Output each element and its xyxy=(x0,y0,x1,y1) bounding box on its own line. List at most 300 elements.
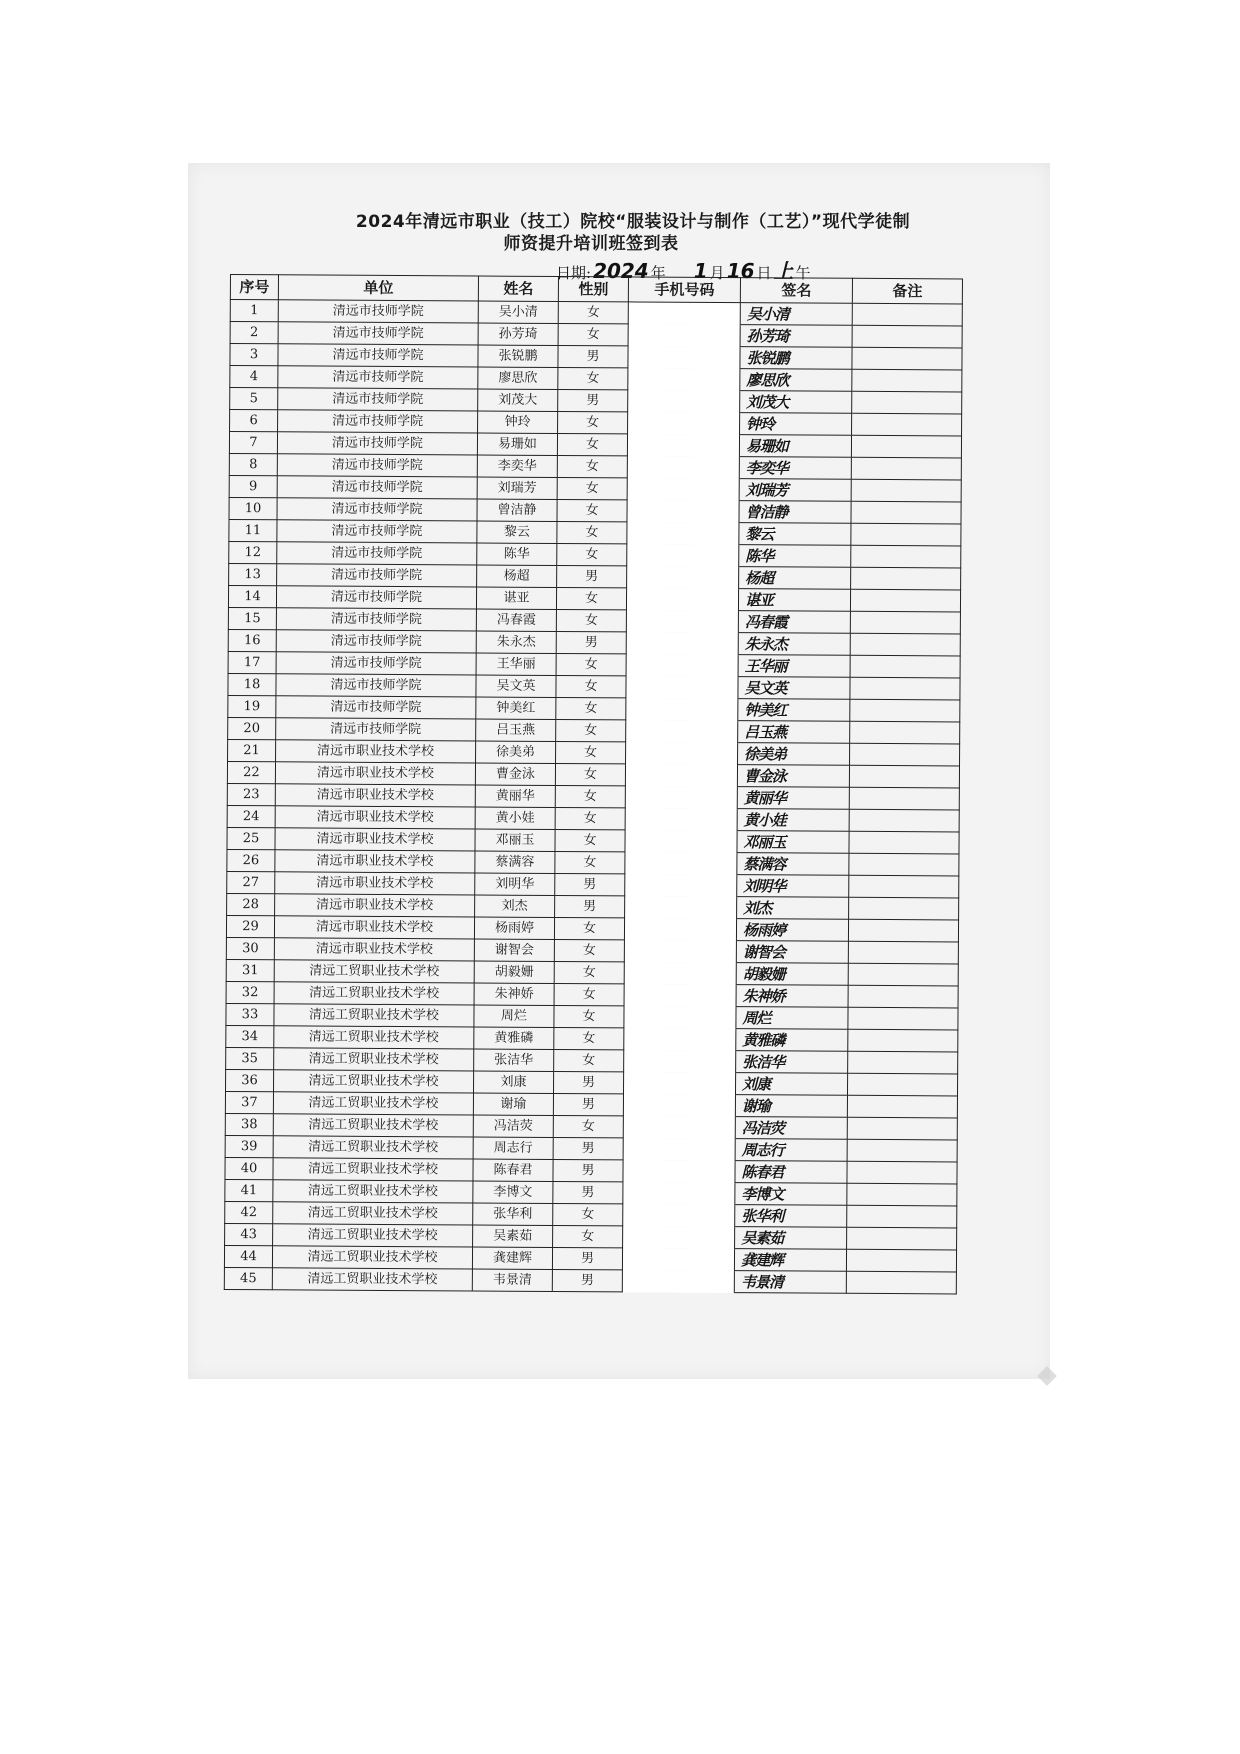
cell-phone xyxy=(624,984,736,1007)
cell-signature: 龚建辉 xyxy=(734,1249,846,1272)
cell-remarks xyxy=(849,897,959,920)
cell-name: 张华利 xyxy=(473,1203,553,1225)
cell-signature: 张锐鹏 xyxy=(740,347,852,370)
cell-unit: 清远市职业技术学校 xyxy=(275,872,475,895)
cell-name: 陈华 xyxy=(477,543,557,565)
cell-name: 吴小清 xyxy=(478,301,558,323)
cell-remarks xyxy=(848,1051,958,1074)
cell-remarks xyxy=(851,479,961,502)
cell-no: 22 xyxy=(227,761,275,783)
cell-unit: 清远工贸职业技术学校 xyxy=(273,1224,473,1247)
cell-signature: 刘杰 xyxy=(737,897,849,920)
cell-no: 6 xyxy=(230,410,278,432)
date-month-handwritten: 1 xyxy=(693,259,708,283)
cell-name: 易珊如 xyxy=(477,433,557,455)
cell-signature: 杨雨婷 xyxy=(736,919,848,942)
cell-gender: 女 xyxy=(555,807,625,829)
cell-signature: 朱永杰 xyxy=(738,633,850,656)
cell-signature: 黄雅磷 xyxy=(736,1029,848,1052)
cell-no: 21 xyxy=(228,739,276,761)
cell-phone xyxy=(624,1050,736,1073)
cell-signature: 曹金泳 xyxy=(737,765,849,788)
cell-unit: 清远工贸职业技术学校 xyxy=(273,1092,473,1115)
cell-name: 吴素茹 xyxy=(473,1225,553,1247)
cell-name: 孙芳琦 xyxy=(478,323,558,345)
cell-unit: 清远工贸职业技术学校 xyxy=(273,1202,473,1225)
scanned-sheet xyxy=(188,163,1050,1379)
cell-signature: 谢瑜 xyxy=(735,1095,847,1118)
cell-no: 3 xyxy=(230,344,278,366)
cell-no: 15 xyxy=(228,607,276,629)
cell-remarks xyxy=(846,1249,956,1272)
cell-gender: 女 xyxy=(555,785,625,807)
cell-signature: 黎云 xyxy=(739,523,851,546)
cell-unit: 清远市职业技术学校 xyxy=(274,916,474,939)
cell-phone xyxy=(626,698,738,721)
cell-phone xyxy=(624,1028,736,1051)
cell-name: 刘瑞芳 xyxy=(477,477,557,499)
cell-no: 38 xyxy=(225,1113,273,1135)
cell-phone xyxy=(623,1182,735,1205)
cell-unit: 清远市技师学院 xyxy=(277,454,477,477)
cell-name: 李奕华 xyxy=(477,455,557,477)
cell-no: 16 xyxy=(228,629,276,651)
cell-no: 4 xyxy=(230,366,278,388)
cell-phone xyxy=(623,1160,735,1183)
cell-name: 韦景清 xyxy=(472,1269,552,1291)
cell-phone xyxy=(624,918,736,941)
cell-no: 45 xyxy=(224,1267,272,1289)
cell-unit: 清远工贸职业技术学校 xyxy=(273,1180,473,1203)
cell-signature: 蔡满容 xyxy=(737,853,849,876)
cell-signature: 钟玲 xyxy=(740,413,852,436)
cell-signature: 周志行 xyxy=(735,1139,847,1162)
cell-name: 蔡满容 xyxy=(475,851,555,873)
cell-phone xyxy=(623,1072,735,1095)
cell-remarks xyxy=(847,1227,957,1250)
cell-remarks xyxy=(848,919,958,942)
cell-name: 张锐鹏 xyxy=(478,345,558,367)
cell-unit: 清远工贸职业技术学校 xyxy=(273,1136,473,1159)
date-year-handwritten: 2024 xyxy=(593,259,649,283)
cell-gender: 女 xyxy=(557,456,627,478)
cell-unit: 清远市技师学院 xyxy=(277,498,477,521)
cell-signature: 李奕华 xyxy=(739,457,851,480)
cell-signature: 胡毅姗 xyxy=(736,963,848,986)
cell-name: 黄丽华 xyxy=(475,785,555,807)
cell-name: 邓丽玉 xyxy=(475,829,555,851)
sign-in-table xyxy=(224,274,963,1294)
sheet-title-line2: 师资提升培训班签到表 xyxy=(503,234,679,254)
cell-unit: 清远市职业技术学校 xyxy=(276,740,476,763)
cell-signature: 刘康 xyxy=(735,1073,847,1096)
date-month-unit: 月 xyxy=(709,264,725,282)
cell-gender: 男 xyxy=(553,1093,623,1115)
cell-gender: 女 xyxy=(555,829,625,851)
cell-unit: 清远工贸职业技术学校 xyxy=(272,1246,472,1269)
cell-remarks xyxy=(851,457,961,480)
cell-unit: 清远市职业技术学校 xyxy=(275,806,475,829)
cell-phone xyxy=(626,742,738,765)
cell-signature: 曾洁静 xyxy=(739,501,851,524)
cell-remarks xyxy=(849,787,959,810)
cell-phone xyxy=(625,874,737,897)
cell-signature: 徐美弟 xyxy=(738,743,850,766)
cell-signature: 刘明华 xyxy=(737,875,849,898)
cell-no: 14 xyxy=(228,585,276,607)
cell-remarks xyxy=(848,1007,958,1030)
cell-gender: 女 xyxy=(554,1005,624,1027)
cell-remarks xyxy=(852,391,962,414)
cell-signature: 吕玉燕 xyxy=(738,721,850,744)
cell-no: 44 xyxy=(224,1245,272,1267)
cell-remarks xyxy=(847,1073,957,1096)
cell-name: 王华丽 xyxy=(476,653,556,675)
date-day-unit: 日 xyxy=(756,264,772,282)
cell-no: 24 xyxy=(227,805,275,827)
cell-signature: 王华丽 xyxy=(738,655,850,678)
cell-phone xyxy=(628,368,740,391)
cell-signature: 吴文英 xyxy=(738,677,850,700)
cell-unit: 清远市技师学院 xyxy=(276,718,476,741)
cell-name: 徐美弟 xyxy=(476,741,556,763)
cell-unit: 清远市职业技术学校 xyxy=(275,894,475,917)
cell-no: 12 xyxy=(229,541,277,563)
cell-name: 刘明华 xyxy=(475,873,555,895)
cell-no: 5 xyxy=(230,388,278,410)
cell-phone xyxy=(626,632,738,655)
cell-unit: 清远市技师学院 xyxy=(276,696,476,719)
cell-phone xyxy=(628,346,740,369)
cell-remarks xyxy=(850,677,960,700)
cell-gender: 男 xyxy=(558,390,628,412)
cell-name: 李博文 xyxy=(473,1181,553,1203)
cell-unit: 清远工贸职业技术学校 xyxy=(274,1004,474,1027)
cell-name: 冯春霞 xyxy=(476,609,556,631)
cell-phone xyxy=(627,566,739,589)
cell-gender: 女 xyxy=(554,1027,624,1049)
cell-unit: 清远市技师学院 xyxy=(278,300,478,323)
cell-no: 39 xyxy=(225,1135,273,1157)
cell-remarks xyxy=(852,369,962,392)
date-day-handwritten: 16 xyxy=(726,259,755,283)
cell-remarks xyxy=(851,545,961,568)
cell-gender: 女 xyxy=(554,983,624,1005)
cell-no: 27 xyxy=(227,871,275,893)
cell-gender: 女 xyxy=(555,763,625,785)
cell-gender: 女 xyxy=(557,500,627,522)
cell-remarks xyxy=(848,941,958,964)
cell-phone xyxy=(628,302,740,325)
cell-signature: 钟美红 xyxy=(738,699,850,722)
cell-unit: 清远市技师学院 xyxy=(277,520,477,543)
cell-phone xyxy=(622,1248,734,1271)
cell-unit: 清远市技师学院 xyxy=(278,388,478,411)
cell-gender: 女 xyxy=(556,653,626,675)
cell-unit: 清远市职业技术学校 xyxy=(274,938,474,961)
date-year-unit: 年 xyxy=(650,264,666,282)
cell-unit: 清远市技师学院 xyxy=(278,410,478,433)
sheet-title-line1: 2024年清远市职业（技工）院校“服装设计与制作（工艺）”现代学徒制 xyxy=(355,212,911,232)
cell-unit: 清远市技师学院 xyxy=(277,432,477,455)
header-gender: 性别 xyxy=(558,277,628,302)
cell-unit: 清远工贸职业技术学校 xyxy=(274,1048,474,1071)
cell-gender: 女 xyxy=(555,851,625,873)
cell-remarks xyxy=(851,523,961,546)
cell-phone xyxy=(626,610,738,633)
cell-no: 13 xyxy=(229,563,277,585)
date-label: 日期: xyxy=(556,264,592,282)
cell-gender: 男 xyxy=(552,1247,622,1269)
cell-phone xyxy=(625,830,737,853)
cell-no: 1 xyxy=(230,300,278,322)
cell-phone xyxy=(626,676,738,699)
cell-remarks xyxy=(847,1117,957,1140)
cell-remarks xyxy=(850,743,960,766)
cell-phone xyxy=(624,1006,736,1029)
date-period-unit: 午 xyxy=(795,264,811,282)
cell-no: 43 xyxy=(225,1223,273,1245)
cell-remarks xyxy=(846,1271,956,1294)
cell-no: 20 xyxy=(228,717,276,739)
cell-no: 32 xyxy=(226,981,274,1003)
cell-no: 34 xyxy=(226,1025,274,1047)
cell-signature: 谌亚 xyxy=(738,589,850,612)
header-unit: 单位 xyxy=(278,275,478,301)
cell-phone xyxy=(623,1138,735,1161)
cell-no: 25 xyxy=(227,827,275,849)
cell-gender: 女 xyxy=(557,478,627,500)
cell-remarks xyxy=(849,765,959,788)
cell-remarks xyxy=(847,1139,957,1162)
cell-unit: 清远市技师学院 xyxy=(277,542,477,565)
cell-phone xyxy=(623,1094,735,1117)
cell-no: 42 xyxy=(225,1201,273,1223)
cell-signature: 孙芳琦 xyxy=(740,325,852,348)
cell-remarks xyxy=(848,963,958,986)
cell-no: 26 xyxy=(227,849,275,871)
cell-no: 17 xyxy=(228,651,276,673)
cell-gender: 女 xyxy=(558,302,628,324)
cell-no: 40 xyxy=(225,1157,273,1179)
cell-name: 冯洁荧 xyxy=(473,1115,553,1137)
cell-phone xyxy=(626,654,738,677)
cell-signature: 黄小娃 xyxy=(737,809,849,832)
cell-signature: 吴小清 xyxy=(740,303,852,326)
cell-phone xyxy=(624,940,736,963)
cell-name: 龚建辉 xyxy=(472,1247,552,1269)
cell-gender: 男 xyxy=(555,873,625,895)
cell-name: 谢瑜 xyxy=(473,1093,553,1115)
cell-no: 9 xyxy=(229,475,277,497)
cell-no: 35 xyxy=(226,1047,274,1069)
cell-signature: 李博文 xyxy=(735,1183,847,1206)
cell-gender: 女 xyxy=(554,961,624,983)
cell-gender: 女 xyxy=(556,741,626,763)
cell-remarks xyxy=(849,809,959,832)
cell-phone xyxy=(627,544,739,567)
cell-signature: 谢智会 xyxy=(736,941,848,964)
cell-name: 刘茂大 xyxy=(478,389,558,411)
cell-no: 41 xyxy=(225,1179,273,1201)
cell-no: 23 xyxy=(227,783,275,805)
cell-no: 2 xyxy=(230,322,278,344)
cell-name: 张洁华 xyxy=(474,1049,554,1071)
cell-phone xyxy=(627,456,739,479)
cell-phone xyxy=(626,720,738,743)
cell-gender: 男 xyxy=(558,346,628,368)
cell-signature: 张洁华 xyxy=(736,1051,848,1074)
cell-unit: 清远工贸职业技术学校 xyxy=(273,1114,473,1137)
cell-remarks xyxy=(852,303,962,326)
cell-remarks xyxy=(852,347,962,370)
cell-unit: 清远市职业技术学校 xyxy=(275,850,475,873)
cell-name: 杨超 xyxy=(477,565,557,587)
cell-gender: 女 xyxy=(556,588,626,610)
cell-remarks xyxy=(851,435,961,458)
cell-gender: 女 xyxy=(556,697,626,719)
cell-signature: 刘茂大 xyxy=(740,391,852,414)
cell-gender: 男 xyxy=(555,895,625,917)
cell-phone xyxy=(627,478,739,501)
cell-phone xyxy=(624,962,736,985)
cell-no: 36 xyxy=(226,1069,274,1091)
cell-remarks xyxy=(851,567,961,590)
cell-unit: 清远工贸职业技术学校 xyxy=(274,982,474,1005)
cell-remarks xyxy=(851,501,961,524)
cell-unit: 清远市职业技术学校 xyxy=(275,784,475,807)
cell-gender: 女 xyxy=(556,675,626,697)
cell-unit: 清远工贸职业技术学校 xyxy=(274,1026,474,1049)
header-no: 序号 xyxy=(230,275,278,300)
cell-name: 杨雨婷 xyxy=(474,917,554,939)
cell-phone xyxy=(626,588,738,611)
cell-phone xyxy=(627,434,739,457)
header-signature: 签名 xyxy=(740,278,852,304)
cell-unit: 清远工贸职业技术学校 xyxy=(272,1268,472,1291)
cell-unit: 清远工贸职业技术学校 xyxy=(273,1158,473,1181)
cell-no: 7 xyxy=(229,432,277,454)
cell-remarks xyxy=(850,721,960,744)
cell-phone xyxy=(625,808,737,831)
cell-name: 吕玉燕 xyxy=(476,719,556,741)
cell-remarks xyxy=(849,831,959,854)
cell-name: 黎云 xyxy=(477,521,557,543)
cell-gender: 女 xyxy=(553,1203,623,1225)
cell-no: 30 xyxy=(226,937,274,959)
cell-name: 刘杰 xyxy=(475,895,555,917)
cell-no: 28 xyxy=(227,893,275,915)
cell-name: 谢智会 xyxy=(474,939,554,961)
cell-signature: 张华利 xyxy=(735,1205,847,1228)
cell-no: 10 xyxy=(229,497,277,519)
cell-signature: 邓丽玉 xyxy=(737,831,849,854)
cell-signature: 杨超 xyxy=(739,567,851,590)
cell-name: 刘康 xyxy=(474,1071,554,1093)
cell-gender: 男 xyxy=(557,566,627,588)
cell-name: 吴文英 xyxy=(476,675,556,697)
cell-gender: 女 xyxy=(558,368,628,390)
cell-remarks xyxy=(849,875,959,898)
cell-name: 钟玲 xyxy=(478,411,558,433)
cell-gender: 女 xyxy=(557,522,627,544)
cell-signature: 刘瑞芳 xyxy=(739,479,851,502)
cell-phone xyxy=(627,500,739,523)
cell-phone xyxy=(625,786,737,809)
cell-unit: 清远市技师学院 xyxy=(277,476,477,499)
cell-signature: 黄丽华 xyxy=(737,787,849,810)
cell-phone xyxy=(628,412,740,435)
cell-no: 11 xyxy=(229,519,277,541)
cell-name: 周志行 xyxy=(473,1137,553,1159)
cell-unit: 清远工贸职业技术学校 xyxy=(274,960,474,983)
cell-name: 胡毅姗 xyxy=(474,961,554,983)
cell-signature: 周烂 xyxy=(736,1007,848,1030)
cell-remarks xyxy=(850,611,960,634)
cell-remarks xyxy=(849,853,959,876)
cell-name: 谌亚 xyxy=(476,587,556,609)
header-phone: 手机号码 xyxy=(628,277,740,303)
cell-name: 周烂 xyxy=(474,1005,554,1027)
cell-remarks xyxy=(852,413,962,436)
cell-remarks xyxy=(852,325,962,348)
header-name: 姓名 xyxy=(478,276,558,301)
cell-name: 陈春君 xyxy=(473,1159,553,1181)
cell-unit: 清远市技师学院 xyxy=(278,322,478,345)
cell-phone xyxy=(628,390,740,413)
cell-phone xyxy=(622,1270,734,1293)
cell-signature: 冯春霞 xyxy=(738,611,850,634)
cell-phone xyxy=(623,1226,735,1249)
cell-unit: 清远市技师学院 xyxy=(276,674,476,697)
cell-unit: 清远市技师学院 xyxy=(276,608,476,631)
cell-name: 曹金泳 xyxy=(475,763,555,785)
cell-gender: 女 xyxy=(554,917,624,939)
cell-phone xyxy=(625,764,737,787)
cell-no: 19 xyxy=(228,695,276,717)
cell-name: 朱永杰 xyxy=(476,631,556,653)
cell-unit: 清远市技师学院 xyxy=(277,564,477,587)
cell-gender: 女 xyxy=(553,1225,623,1247)
cell-unit: 清远市技师学院 xyxy=(276,652,476,675)
cell-phone xyxy=(628,324,740,347)
cell-gender: 女 xyxy=(558,324,628,346)
cell-no: 37 xyxy=(225,1091,273,1113)
cell-name: 黄小娃 xyxy=(475,807,555,829)
cell-remarks xyxy=(847,1183,957,1206)
cell-no: 33 xyxy=(226,1003,274,1025)
cell-remarks xyxy=(847,1095,957,1118)
cell-signature: 易珊如 xyxy=(739,435,851,458)
cell-remarks xyxy=(850,633,960,656)
cell-remarks xyxy=(848,1029,958,1052)
cell-gender: 男 xyxy=(552,1269,622,1291)
cell-unit: 清远市技师学院 xyxy=(278,366,478,389)
cell-signature: 吴素茹 xyxy=(735,1227,847,1250)
table-row xyxy=(224,1267,956,1293)
cell-name: 朱神娇 xyxy=(474,983,554,1005)
cell-no: 31 xyxy=(226,959,274,981)
cell-gender: 男 xyxy=(553,1137,623,1159)
cell-gender: 女 xyxy=(553,1115,623,1137)
date-period-handwritten: 上 xyxy=(773,259,794,283)
cell-phone xyxy=(625,896,737,919)
cell-name: 曾洁静 xyxy=(477,499,557,521)
cell-signature: 朱神娇 xyxy=(736,985,848,1008)
cell-gender: 男 xyxy=(556,632,626,654)
cell-unit: 清远市技师学院 xyxy=(276,586,476,609)
cell-gender: 男 xyxy=(554,1071,624,1093)
